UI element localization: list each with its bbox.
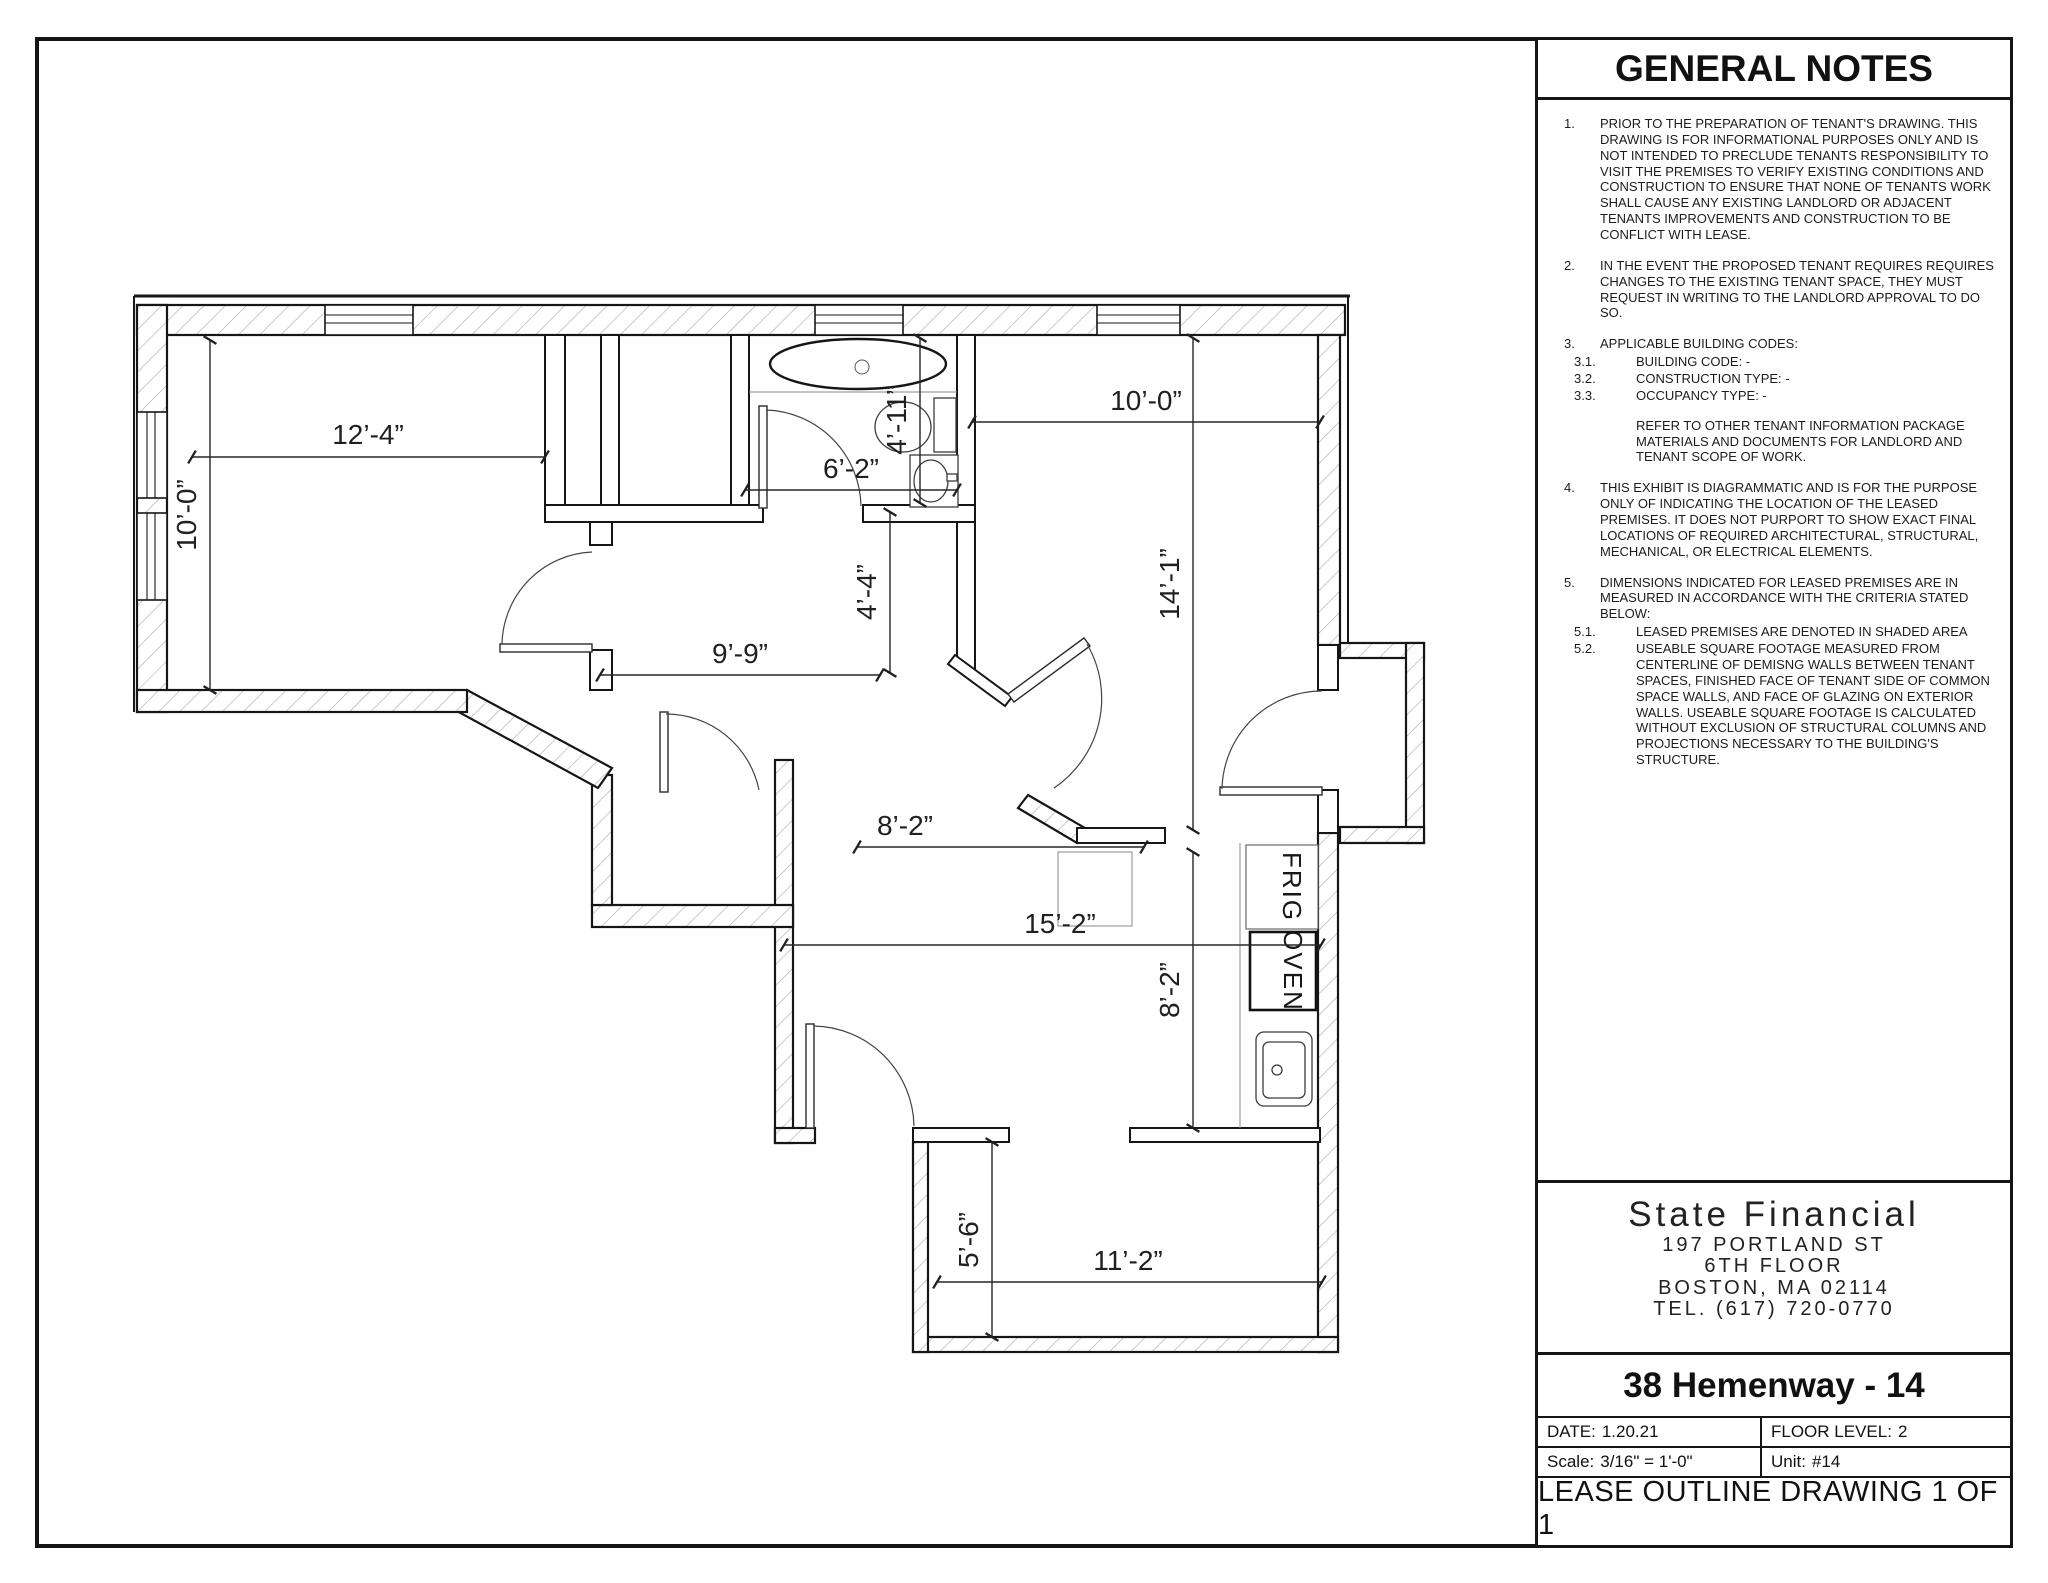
living-room-door [1008, 638, 1102, 788]
company-address-2: 6TH FLOOR [1704, 1255, 1844, 1278]
title-block-panel [1535, 37, 2013, 1548]
floor-level-cell [1760, 1418, 2010, 1448]
date-cell [1538, 1418, 1760, 1448]
note-number: 5. [1564, 574, 1575, 590]
note-3-3 [1552, 388, 1998, 404]
dim-bedroom-width: 12’-4” [332, 419, 404, 450]
note-2 [1552, 258, 1998, 321]
window-top-2 [815, 305, 903, 335]
subnote-text: USEABLE SQUARE FOOTAGE MEASURED FROM CENTERLINE OF DEMISNG WALLS BETWEEN TENANT SPACES, FINISHED FACE OF TENANT SIDE OF COMMON SPACE WALLS, AND FACE OF GLAZING ON EXTERIOR WALLS. USEABLE SQUARE FOOTAGE IS CALCULATED WITHOUT EXCLUSION OF STRUCTURAL COLUMNS AND PROJECTIONS NECESSARY TO THE BUILDING'S STRUCTURE. [1636, 641, 1990, 768]
note-5 [1552, 575, 1998, 623]
company-block [1538, 1180, 2010, 1352]
project-title: 38 Hemenway - 14 [1538, 1352, 2010, 1416]
note-text: PRIOR TO THE PREPARATION OF TENANT'S DRAWING. THIS DRAWING IS FOR INFORMATIONAL PURPOSES ONLY AND IS NOT INTENDED TO PRECLUDE TENANTS RESPONSIBILITY TO VISIT THE PREMISES TO VERIFY EXISTING CONDITIONS AND CONSTRUCTION TO ENSURE THAT NONE OF TENANTS WORK SHALL CAUSE ANY EXISTING LANDLORD OR ADJACENT TENANTS IMPROVEMENTS AND CONSTRUCTION TO BE CONFLICT WITH LEASE. [1600, 116, 1991, 243]
dim-bottomroom-depth: 5’-6” [953, 1211, 984, 1269]
note-1 [1552, 116, 1998, 243]
note-text: IN THE EVENT THE PROPOSED TENANT REQUIRES REQUIRES CHANGES TO THE EXISTING TENANT SPACE, THEY MUST REQUEST IN WRITING TO THE LANDLORD APPROVAL TO DO SO. [1600, 257, 1994, 321]
dim-kitchen-run: 15’-2” [1024, 908, 1096, 939]
subnote-number: 5.2. [1574, 641, 1596, 657]
floor-value: 2 [1897, 1422, 1908, 1441]
note-number: 1. [1564, 116, 1575, 131]
subnote-text: LEASED PREMISES ARE DENOTED IN SHADED AREA [1636, 624, 1968, 640]
bathroom-sink [910, 455, 958, 507]
dim-bath-depth: 4’-11” [881, 385, 912, 455]
note-3-1 [1552, 354, 1998, 370]
subnote-text: OCCUPANCY TYPE: - [1636, 387, 1767, 403]
date-value: 1.20.21 [1601, 1422, 1659, 1441]
dim-bedroom-depth: 10’-0” [171, 479, 202, 551]
exterior-walls [137, 305, 1424, 1352]
scale-label: Scale: [1547, 1452, 1595, 1471]
note-number: 4. [1564, 480, 1575, 496]
subnote-number: 3.1. [1574, 354, 1596, 370]
note-3-2 [1552, 371, 1998, 387]
company-address-1: 197 PORTLAND ST [1662, 1234, 1886, 1256]
dim-hall-length: 8’-2” [876, 810, 934, 841]
dim-hall-nook: 4’-4” [851, 563, 882, 621]
unit-label: Unit: [1771, 1452, 1806, 1471]
date-label: DATE: [1547, 1422, 1596, 1441]
dim-living-width: 10’-0” [1110, 385, 1182, 416]
frig-label: FRIG [1277, 851, 1307, 923]
note-4 [1552, 480, 1998, 559]
dim-kitchen-depth: 8’-2” [1154, 961, 1185, 1019]
kitchen-sink [1256, 1032, 1312, 1106]
entry-door [806, 1024, 914, 1128]
info-grid [1538, 1416, 2010, 1478]
subnote-number: 3.2. [1574, 371, 1596, 387]
note-3-refer: REFER TO OTHER TENANT INFORMATION PACKAGE MATERIALS AND DOCUMENTS FOR LANDLORD AND TENANT SCOPE OF WORK. [1636, 417, 1965, 465]
note-text: APPLICABLE BUILDING CODES: [1600, 336, 1798, 352]
note-3 [1552, 336, 1998, 352]
note-text: THIS EXHIBIT IS DIAGRAMMATIC AND IS FOR THE PURPOSE ONLY OF INDICATING THE LOCATION OF THE LEASED PREMISES. IT DOES NOT PURPORT TO SHOW EXACT FINAL LOCATIONS OF REQUIRED ARCHITECTURAL, STRUCTURAL, MECHANICAL, OR ELECTRICAL ELEMENTS. [1600, 480, 1979, 559]
scale-value: 3/16" = 1'-0" [1600, 1452, 1693, 1471]
note-5-1 [1552, 624, 1998, 640]
bedroom-door [500, 552, 592, 652]
general-notes-title: GENERAL NOTES [1538, 40, 2010, 100]
window-top-3 [1097, 305, 1180, 335]
subnote-number: 3.3. [1574, 387, 1596, 403]
scale-cell [1538, 1448, 1760, 1478]
unit-cell [1760, 1448, 2010, 1478]
note-text: DIMENSIONS INDICATED FOR LEASED PREMISES ARE IN MEASURED IN ACCORDANCE WITH THE CRITERIA STATED BELOW: [1600, 574, 1969, 622]
dim-hall-width: 9’-9” [711, 638, 769, 669]
living-closet-door [1220, 691, 1322, 795]
company-tel: TEL. (617) 720-0770 [1653, 1298, 1895, 1321]
subnote-text: CONSTRUCTION TYPE: - [1636, 371, 1790, 387]
general-notes-list [1538, 100, 2010, 1180]
sheet-title: LEASE OUTLINE DRAWING 1 OF 1 [1538, 1476, 1998, 1541]
window-left-1 [137, 412, 167, 498]
note-number: 3. [1564, 336, 1575, 352]
note-number: 2. [1564, 257, 1575, 273]
unit-value: #14 [1811, 1452, 1841, 1471]
company-address-3: BOSTON, MA 02114 [1658, 1276, 1890, 1299]
subnote-text: BUILDING CODE: - [1636, 354, 1751, 370]
dim-bath-width: 6’-2” [822, 453, 880, 484]
company-name: State Financial [1628, 1195, 1920, 1234]
window-top-1 [325, 305, 413, 335]
note-5-2 [1552, 641, 1998, 768]
dim-bottomroom-width: 11’-2” [1093, 1245, 1163, 1276]
hall-closet-door [660, 712, 759, 792]
subnote-number: 5.1. [1574, 624, 1596, 640]
floor-label: FLOOR LEVEL: [1771, 1422, 1892, 1441]
window-left-2 [137, 513, 167, 600]
dim-living-depth: 14’-1” [1154, 548, 1185, 620]
windows [137, 305, 1180, 600]
oven-label: OVEN [1278, 930, 1308, 1012]
